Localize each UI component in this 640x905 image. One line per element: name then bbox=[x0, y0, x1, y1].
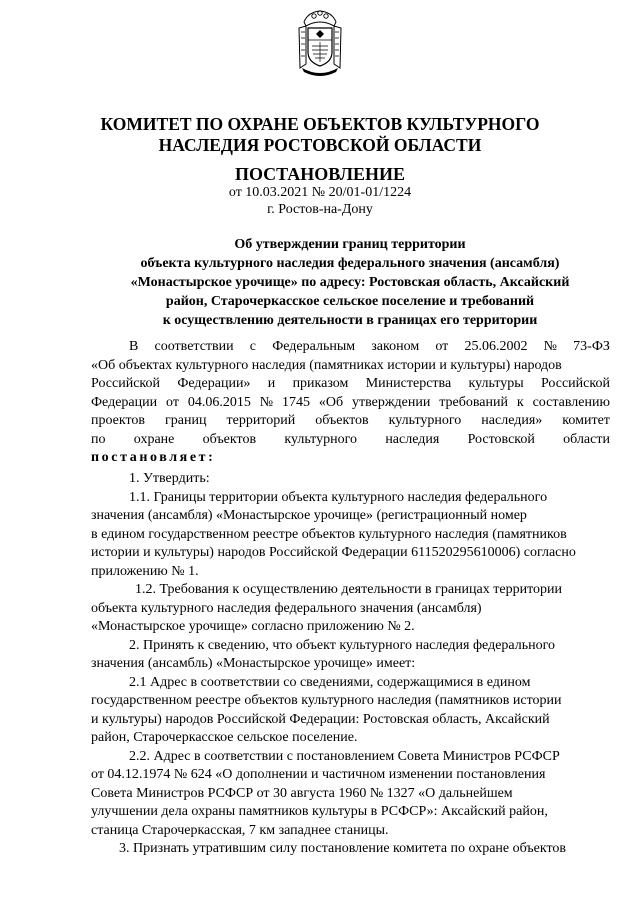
decree-items bbox=[91, 470, 610, 859]
word: № bbox=[543, 339, 557, 354]
resolves-word: постановляет: bbox=[91, 450, 216, 465]
item-2-1-line: 2.1 Адрес в соответствии со сведениями, содержащимися в едином bbox=[129, 674, 531, 690]
item-1-2-line: «Монастырское урочище» согласно приложению № 2. bbox=[91, 619, 415, 634]
word: наследия bbox=[385, 431, 440, 447]
word: культурного bbox=[284, 431, 358, 447]
word: от bbox=[435, 339, 449, 354]
word: охране bbox=[133, 431, 175, 447]
decree-city: г. Ростов-на-Дону bbox=[267, 202, 373, 217]
item-2-2-line: станица Старочеркасская, 7 км западнее станицы. bbox=[91, 822, 389, 838]
word: требований bbox=[439, 394, 508, 410]
word: наследия» bbox=[481, 413, 543, 428]
word: по bbox=[91, 431, 106, 447]
item-3-line: 3. Признать утратившим силу постановление комитета по охране объектов bbox=[119, 841, 567, 856]
word: культурного bbox=[388, 413, 462, 428]
word: 1745 bbox=[281, 394, 310, 410]
word: Федерации bbox=[91, 394, 158, 410]
item-2-2-line: Совета Министров РСФСР от 30 августа 1960 № 1327 «О дальнейшем bbox=[91, 785, 513, 801]
decree-title: ПОСТАНОВЛЕНИЕ bbox=[234, 164, 406, 184]
word: соответствии bbox=[154, 339, 234, 354]
item-1-1-line: приложению № 1. bbox=[91, 563, 199, 579]
word: комитет bbox=[562, 413, 610, 428]
decree-date-number: от 10.03.2021 № 20/01-01/1224 bbox=[228, 185, 412, 200]
item-1-1-line: значения (ансамбля) «Монастырское урочище» (регистрационный номер bbox=[91, 508, 527, 523]
subject-line: Об утверждении границ территории bbox=[234, 237, 466, 252]
word: границ bbox=[165, 413, 207, 428]
word: и bbox=[267, 376, 276, 391]
word: приказом bbox=[292, 376, 349, 391]
item-1-2-line: 1.2. Требования к осуществлению деятельности в границах территории bbox=[135, 582, 562, 597]
preamble bbox=[91, 338, 610, 468]
preamble-line bbox=[91, 431, 610, 450]
coat-of-arms-icon bbox=[296, 8, 344, 78]
word: 25.06.2002 bbox=[464, 339, 528, 354]
word: к bbox=[516, 394, 524, 410]
word: Российской bbox=[540, 376, 610, 391]
word: Министерства bbox=[365, 376, 452, 391]
word: законом bbox=[371, 339, 420, 354]
word: объектов bbox=[202, 431, 257, 447]
subject-line: «Монастырское урочище» по адресу: Ростовская область, Аксайский bbox=[130, 275, 570, 290]
word: «Об bbox=[318, 394, 344, 410]
subject-line: объекта культурного наследия федерального значения (ансамбля) bbox=[140, 256, 560, 271]
preamble-line bbox=[91, 375, 610, 394]
item-2-1-line: район, Старочеркасское сельское поселение. bbox=[91, 730, 358, 745]
subject-line: к осуществлению деятельности в границах его территории bbox=[162, 313, 538, 328]
word: территорий bbox=[226, 413, 296, 428]
item-1-1-line: в едином государственном реестре объектов культурного наследия (памятников bbox=[91, 526, 567, 542]
item-1-1-line: 1.1. Границы территории объекта культурного наследия федерального bbox=[129, 489, 548, 505]
subject-line: район, Старочеркасское сельское поселение и требований bbox=[165, 294, 535, 309]
item-1: 1. Утвердить: bbox=[129, 471, 210, 486]
item-1-2-line: объекта культурного наследия федерального значения (ансамбля) bbox=[91, 600, 482, 616]
word: Федерации» bbox=[177, 376, 251, 391]
item-2-1-line: и культуры) народов Российской Федерации: Ростовская область, Аксайский bbox=[91, 711, 550, 727]
preamble-line bbox=[91, 394, 610, 413]
word: № bbox=[259, 394, 274, 410]
word: от bbox=[166, 394, 179, 410]
item-2-2-line: от 04.12.1974 № 624 «О дополнении и частичном изменении постановления bbox=[91, 767, 546, 782]
item-2-line: 2. Принять к сведению, что объект культурного наследия федерального bbox=[129, 637, 555, 653]
preamble-line bbox=[91, 338, 610, 357]
item-2-line: значения (ансамбль) «Монастырское урочище» имеет: bbox=[91, 656, 416, 671]
item-2-1-line: государственном реестре объектов культурного наследия (памятников истории bbox=[91, 693, 562, 708]
word: 73-ФЗ bbox=[573, 339, 610, 354]
org-line-2: НАСЛЕДИЯ РОСТОВСКОЙ ОБЛАСТИ bbox=[158, 135, 482, 155]
word: составлению bbox=[532, 394, 610, 410]
item-1-1-line: истории и культуры) народов Российской Федерации 611520295610006) согласно bbox=[91, 545, 576, 560]
preamble-line bbox=[91, 412, 610, 431]
item-2-2-line: 2.2. Адрес в соответствии с постановлением Совета Министров РСФСР bbox=[129, 748, 560, 764]
word: области bbox=[563, 431, 610, 447]
word: объектов bbox=[315, 413, 369, 428]
word: Ростовской bbox=[467, 431, 535, 447]
word: с bbox=[249, 339, 257, 354]
word: культуры bbox=[468, 376, 524, 391]
word: Российской bbox=[91, 376, 160, 391]
organization-name bbox=[0, 114, 640, 156]
decree-subject bbox=[90, 235, 610, 330]
preamble-line: «Об объектах культурного наследия (памятниках истории и культуры) народов bbox=[91, 357, 562, 373]
word: проектов bbox=[91, 413, 146, 428]
org-line-1: КОМИТЕТ ПО ОХРАНЕ ОБЪЕКТОВ КУЛЬТУРНОГО bbox=[100, 114, 540, 134]
word: 04.06.2015 bbox=[187, 394, 251, 410]
word: утверждении bbox=[352, 394, 431, 410]
item-2-2-line: улучшении дела охраны памятников культуры в РСФСР»: Аксайский район, bbox=[91, 804, 548, 819]
word: В bbox=[129, 339, 139, 354]
word: Федеральным bbox=[272, 339, 356, 354]
